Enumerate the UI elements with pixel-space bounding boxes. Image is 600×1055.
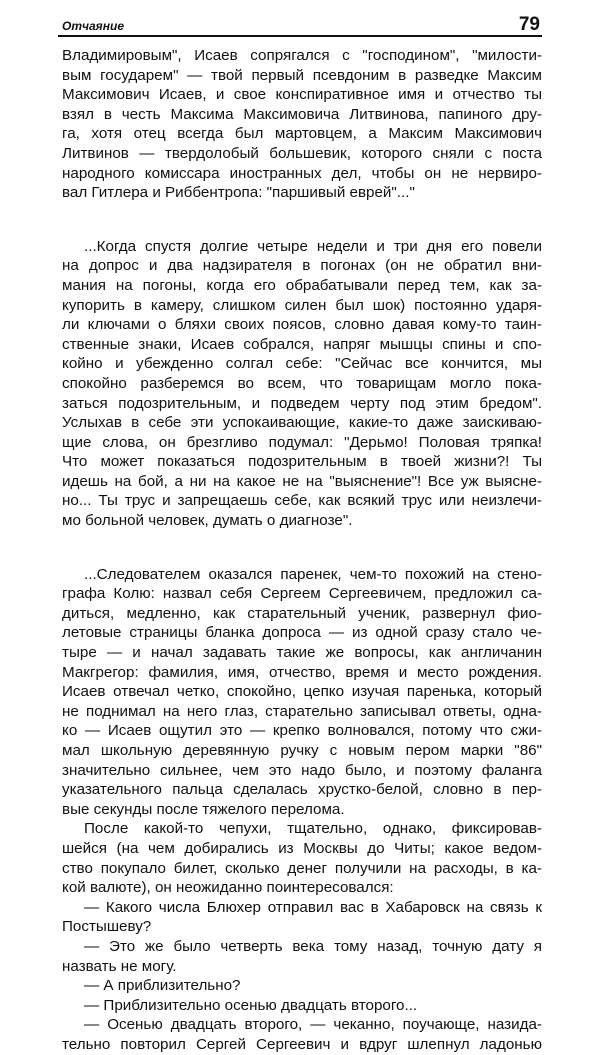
page-header bbox=[58, 12, 542, 40]
text-line: койно и убежденно солгал себе: "Сейчас все кончится, мы bbox=[62, 355, 542, 373]
page-body bbox=[62, 46, 542, 1055]
text-line: диться, медленно, как старательный ученик, развернул фио- bbox=[62, 604, 542, 622]
paragraph bbox=[62, 898, 542, 937]
text-line: мал школьную деревянную ручку с новым пером марки "86" bbox=[62, 742, 542, 759]
text-line: ственные знаки, Исаев собрался, напряг мышцы спины и спо- bbox=[62, 335, 542, 353]
page-number: 79 bbox=[518, 14, 540, 35]
text-line: Услыхав в себе эти успокаивающие, какие-то даже заискиваю- bbox=[62, 414, 542, 432]
paragraph bbox=[62, 996, 542, 1016]
text-line: идешь на бой, а ни на какое не на "выяснение"! Все уж выясне- bbox=[62, 472, 542, 490]
text-line: тыре — и начал задавать такие же вопросы, как англичанин bbox=[62, 644, 542, 662]
text-line: на допрос и два надзирателя в погонах (он не обратил вни- bbox=[62, 257, 542, 275]
running-title: Отчаяние bbox=[62, 19, 124, 33]
text-line: шейся (на чем добирались из Москвы до Читы; какое ведом- bbox=[62, 839, 542, 857]
section-gap bbox=[62, 531, 542, 565]
text-line: Литвинов — твердолобый большевик, которого сняли с поста bbox=[62, 144, 542, 162]
text-line: спокойно разберемся во всем, что товарищам могло пока- bbox=[62, 374, 542, 392]
text-line: летовые страницы бланка допроса — из одной сразу стало че- bbox=[62, 624, 542, 642]
text-line: кой валюте), он неожиданно поинтересовался: bbox=[62, 879, 394, 897]
text-line: графа Колю: назвал себя Сергеем Сергеевичем, предложил са- bbox=[62, 585, 542, 603]
text-line: Макгрегор: фамилия, имя, отчество, время и место рождения. bbox=[62, 663, 542, 681]
text-line: мания на погоны, когда его обрабатывали перед тем, как за- bbox=[62, 276, 542, 294]
text-line: После какой-то чепухи, тщательно, однако, фиксировав- bbox=[84, 820, 542, 838]
text-line: указательного пальца сделалась хрустко-белой, словно в пер- bbox=[62, 781, 542, 799]
paragraph bbox=[62, 237, 542, 531]
text-line: тельно повторил Сергей Сергеевич и вдруг шлепнул ладонью bbox=[62, 1035, 542, 1053]
text-line: — Какого числа Блюхер отправил вас в Хабаровск на связь к bbox=[84, 898, 542, 916]
paragraph bbox=[62, 46, 542, 203]
text-line: вым государем" — твой первый псевдоним в разведке Максим bbox=[62, 66, 542, 84]
text-line: Постышеву? bbox=[62, 918, 152, 936]
text-line: Владимировым", Исаев сопрягался с "господином", "милости- bbox=[62, 47, 542, 64]
text-line: купорить в камеру, слишком силен был шок) постоянно ударя- bbox=[62, 296, 542, 314]
text-line: ...Когда спустя долгие четыре недели и три дня его повели bbox=[84, 237, 542, 255]
text-line: Исаев отвечал четко, спокойно, цепко изучая паренька, который bbox=[62, 683, 542, 701]
text-line: значительно сильнее, чем это надо было, и поэтому фаланга bbox=[62, 761, 542, 779]
text-line: ли ключами о бляхи своих поясов, словно давая кому-то таин- bbox=[62, 316, 542, 334]
paragraph bbox=[62, 976, 542, 996]
text-line: ко — Исаев ощутил это — крепко волновался, потому что сжи- bbox=[62, 722, 542, 740]
text-line: ство покупало билет, сколько денег получили на расходы, в ка- bbox=[62, 859, 542, 877]
paragraph bbox=[62, 937, 542, 976]
text-line: щие слова, он брезгливо подумал: "Дерьмо! Половая тряпка! bbox=[62, 433, 542, 451]
text-line: вые секунды после тяжелого перелома. bbox=[62, 800, 345, 818]
text-line: га, хотя отец всегда был мартовцем, а Максим Максимович bbox=[62, 125, 542, 143]
paragraph bbox=[62, 819, 542, 897]
text-line: Что может показаться подозрительным в твоей жизни?! Ты bbox=[62, 453, 542, 471]
text-line: ...Следователем оказался паренек, чем-то похожий на стено- bbox=[84, 565, 542, 583]
text-line: народного комиссара иностранных дел, чтобы он не нервиро- bbox=[62, 164, 542, 182]
text-line: — А приблизительно? bbox=[84, 977, 241, 995]
text-line: — Осенью двадцать второго, — чеканно, поучающе, назида- bbox=[84, 1016, 542, 1034]
text-line: назвать не могу. bbox=[62, 957, 177, 975]
text-line: — Приблизительно осенью двадцать второго... bbox=[84, 996, 418, 1014]
text-line: заться подозрительным, и подведем черту под этим бредом". bbox=[62, 394, 542, 412]
text-line: вал Гитлера и Риббентропа: "паршивый еврей"..." bbox=[62, 184, 415, 202]
text-line: но... Ты трус и запрещаешь себе, как всякий трус или неизлечи- bbox=[62, 492, 542, 510]
text-line: мо больной человек, думать о диагнозе". bbox=[62, 512, 353, 530]
paragraph bbox=[62, 1015, 542, 1054]
header-rule bbox=[58, 35, 542, 37]
text-line: — Это же было четверть века тому назад, точную дату я bbox=[84, 937, 542, 955]
text-line: взял в честь Максима Максимовича Литвинова, папиного дру- bbox=[62, 105, 542, 123]
paragraph bbox=[62, 565, 542, 820]
text-line: Максимович Исаев, и свое конспиративное имя и отчество ты bbox=[62, 86, 542, 104]
text-line: не поднимал на него глаз, старательно записывал ответы, одна- bbox=[62, 702, 542, 720]
section-gap bbox=[62, 203, 542, 237]
